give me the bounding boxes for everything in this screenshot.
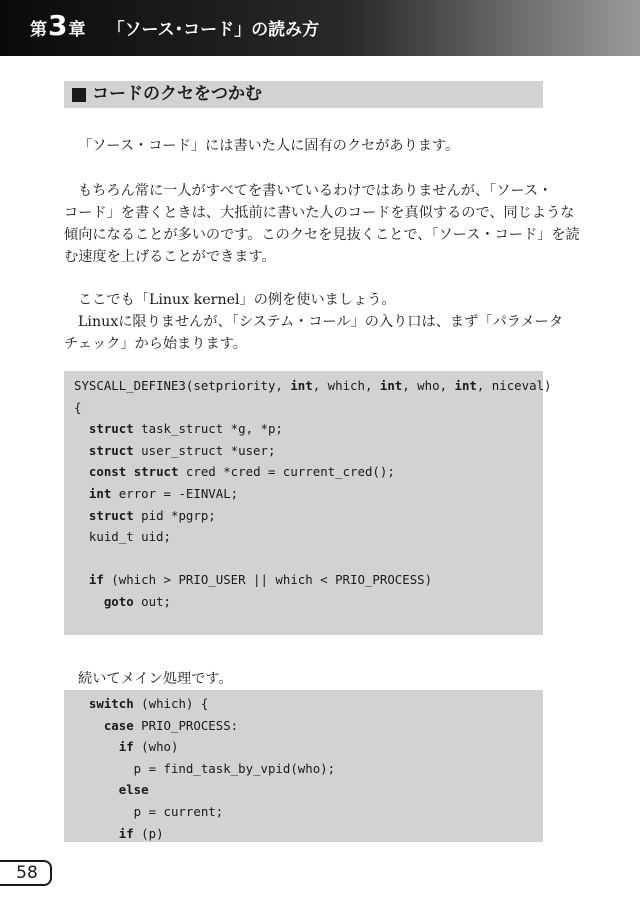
code-line: struct task_struct *g, *p; [88,421,283,437]
code-line: p = find_task_by_vpid(who); [74,760,336,776]
code-line: case PRIO_PROCESS: [103,717,239,733]
code-line: switch (which) { [88,696,209,711]
code-line: const struct cred *cred = current_cred(); [88,464,395,480]
code-block-parameter-check [64,371,552,635]
code-line: if (which > PRIO_USER || which < PRIO_PROCESS) [88,572,433,588]
paragraph-linux-example [64,289,564,355]
code-line: if (p) [118,825,164,841]
code-line: { [74,399,82,415]
paragraph-habits [64,180,580,268]
page-number: 58 [0,860,52,886]
code-block-main-process [64,690,543,842]
code-line: int error = -EINVAL; [88,485,239,501]
chapter-prefix: 第 [30,20,47,40]
paragraph-line: 傾向になることが多いのです。このクセを見抜くことで、「ソース・コード」を読 [64,227,580,243]
chapter-suffix: 章 [68,20,86,40]
code-line: else [118,782,149,798]
paragraph-line: コード」を書くときは、大抵前に書いた人のコードを真似するので、同じような [64,205,575,221]
code-line: struct pid *pgrp; [88,507,216,523]
code-line: goto out; [103,593,171,609]
paragraph-line: もちろん常に一人がすべてを書いているわけではありませんが、「ソース・ [78,183,553,199]
code-line: struct user_struct *user; [88,442,276,458]
section-title: コードのクセをつかむ [92,84,262,104]
code-line: SYSCALL_DEFINE3(setpriority, int, which, int, who, int, niceval) [74,378,552,393]
paragraph-line: 「ソース・コード」には書いた人に固有のクセがあります。 [78,138,460,154]
paragraph-line: 続いてメイン処理です。 [78,671,233,687]
paragraph-line: チェック」から始まります。 [64,336,247,352]
chapter-label [30,9,320,42]
paragraph-line: Linuxに限りませんが、「システム・コール」の入り口は、まず「パラメータ [78,314,564,330]
paragraph-intro [64,135,550,157]
chapter-header [0,0,640,56]
paragraph-main-process [64,668,550,690]
section-heading [64,81,543,108]
code-line [74,548,543,570]
paragraph-line: ここでも「Linux kernel」の例を使いましょう。 [78,292,396,308]
chapter-number: 3 [48,9,68,42]
code-line: kuid_t uid; [74,529,171,545]
code-line: p = current; [74,803,224,819]
code-line: if (who) [118,739,179,755]
black-square-icon [72,88,86,102]
paragraph-line: む速度を上げることができます。 [64,249,276,265]
chapter-title: 「ソース･コード」の読み方 [107,20,320,40]
